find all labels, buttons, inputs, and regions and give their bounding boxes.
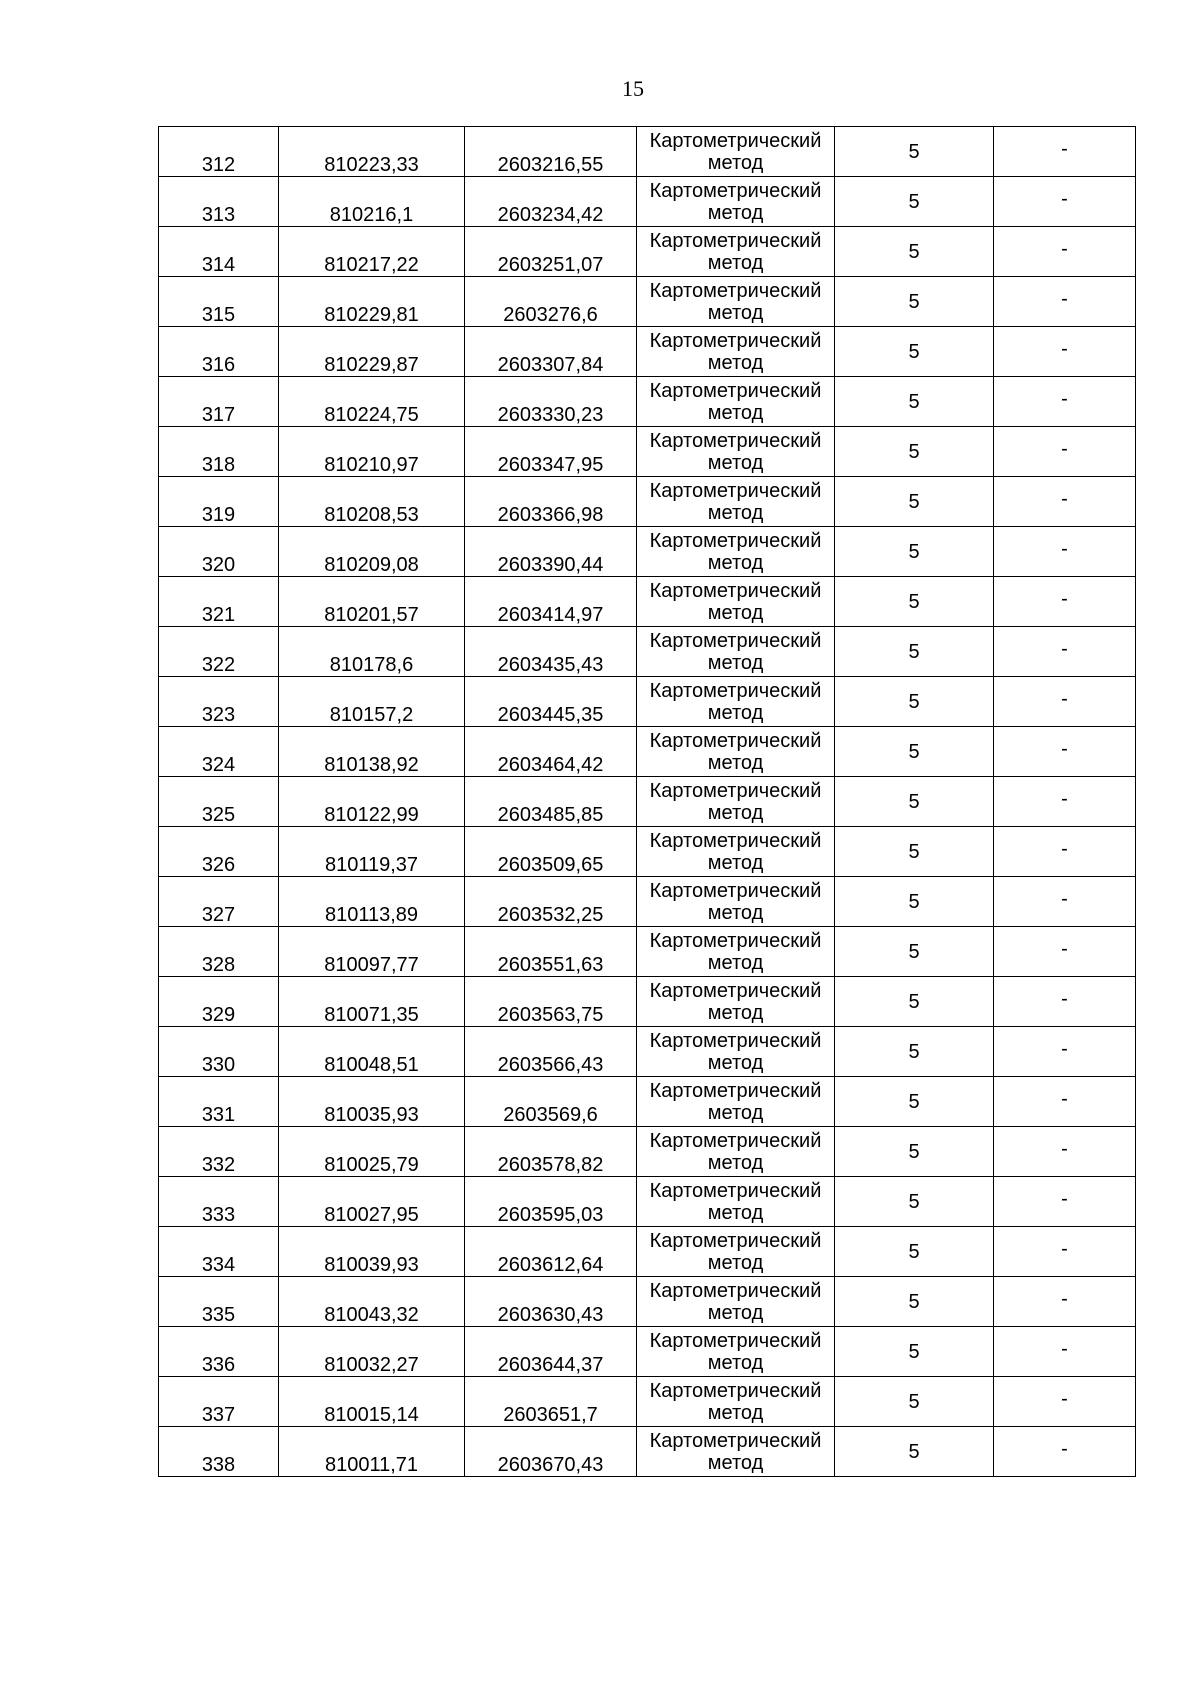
x-coordinate-cell: 810224,75: [279, 377, 465, 427]
method-line-1: Картометрический: [649, 1229, 822, 1252]
method-cell: [637, 277, 835, 327]
description-text: -: [1061, 1387, 1068, 1410]
method-line-2: метод: [707, 601, 764, 624]
method-line-2: метод: [707, 901, 764, 924]
x-coordinate-cell: 810138,92: [279, 727, 465, 777]
description-cell: [994, 1027, 1136, 1077]
point-number-cell: 325: [159, 777, 279, 827]
y-coordinate-cell: 2603532,25: [465, 877, 637, 927]
point-number-cell: 338: [159, 1427, 279, 1477]
description-cell: [994, 727, 1136, 777]
description-text: -: [1061, 1037, 1068, 1060]
accuracy-cell: 5: [835, 927, 994, 977]
y-coordinate-cell: 2603612,64: [465, 1227, 637, 1277]
method-line-1: Картометрический: [649, 1429, 822, 1452]
x-coordinate-cell: 810011,71: [279, 1427, 465, 1477]
method-cell: [637, 777, 835, 827]
description-cell: [994, 977, 1136, 1027]
method-cell: [637, 177, 835, 227]
x-coordinate-cell: 810027,95: [279, 1177, 465, 1227]
method-line-1: Картометрический: [649, 1329, 822, 1352]
table-row: [159, 627, 1136, 677]
accuracy-cell: 5: [835, 1177, 994, 1227]
table-row: [159, 427, 1136, 477]
method-line-1: Картометрический: [649, 229, 822, 252]
point-number-cell: 327: [159, 877, 279, 927]
description-text: -: [1061, 587, 1068, 610]
accuracy-cell: 5: [835, 327, 994, 377]
description-cell: [994, 777, 1136, 827]
table-row: [159, 377, 1136, 427]
method-line-1: Картометрический: [649, 479, 822, 502]
description-cell: [994, 1277, 1136, 1327]
method-line-1: Картометрический: [649, 729, 822, 752]
y-coordinate-cell: 2603630,43: [465, 1277, 637, 1327]
description-cell: [994, 1127, 1136, 1177]
table-row: [159, 127, 1136, 177]
accuracy-cell: 5: [835, 827, 994, 877]
description-cell: [994, 1177, 1136, 1227]
method-line-2: метод: [707, 451, 764, 474]
method-line-1: Картометрический: [649, 829, 822, 852]
accuracy-cell: 5: [835, 1327, 994, 1377]
method-cell: [637, 1177, 835, 1227]
y-coordinate-cell: 2603445,35: [465, 677, 637, 727]
method-cell: [637, 477, 835, 527]
method-cell: [637, 427, 835, 477]
y-coordinate-cell: 2603366,98: [465, 477, 637, 527]
description-cell: [994, 1227, 1136, 1277]
description-cell: [994, 477, 1136, 527]
method-cell: [637, 127, 835, 177]
description-cell: [994, 1427, 1136, 1477]
x-coordinate-cell: 810157,2: [279, 677, 465, 727]
accuracy-cell: 5: [835, 177, 994, 227]
point-number-cell: 324: [159, 727, 279, 777]
y-coordinate-cell: 2603485,85: [465, 777, 637, 827]
accuracy-cell: 5: [835, 1377, 994, 1427]
y-coordinate-cell: 2603435,43: [465, 627, 637, 677]
description-cell: [994, 277, 1136, 327]
y-coordinate-cell: 2603644,37: [465, 1327, 637, 1377]
method-line-2: метод: [707, 651, 764, 674]
method-line-2: метод: [707, 1301, 764, 1324]
description-text: -: [1061, 737, 1068, 760]
description-text: -: [1061, 837, 1068, 860]
description-text: -: [1061, 1187, 1068, 1210]
x-coordinate-cell: 810113,89: [279, 877, 465, 927]
method-cell: [637, 1427, 835, 1477]
table-row: [159, 527, 1136, 577]
accuracy-cell: 5: [835, 1227, 994, 1277]
description-text: -: [1061, 1287, 1068, 1310]
table-row: [159, 1227, 1136, 1277]
accuracy-cell: 5: [835, 877, 994, 927]
y-coordinate-cell: 2603390,44: [465, 527, 637, 577]
table-row: [159, 477, 1136, 527]
description-text: -: [1061, 1337, 1068, 1360]
y-coordinate-cell: 2603670,43: [465, 1427, 637, 1477]
method-line-1: Картометрический: [649, 129, 822, 152]
point-number-cell: 322: [159, 627, 279, 677]
point-number-cell: 328: [159, 927, 279, 977]
y-coordinate-cell: 2603414,97: [465, 577, 637, 627]
accuracy-cell: 5: [835, 1427, 994, 1477]
accuracy-cell: 5: [835, 377, 994, 427]
table-row: [159, 927, 1136, 977]
point-number-cell: 318: [159, 427, 279, 477]
x-coordinate-cell: 810229,87: [279, 327, 465, 377]
y-coordinate-cell: 2603563,75: [465, 977, 637, 1027]
method-line-2: метод: [707, 1451, 764, 1474]
method-line-1: Картометрический: [649, 1079, 822, 1102]
point-number-cell: 337: [159, 1377, 279, 1427]
point-number-cell: 316: [159, 327, 279, 377]
method-line-1: Картометрический: [649, 929, 822, 952]
method-cell: [637, 977, 835, 1027]
method-cell: [637, 1027, 835, 1077]
table-row: [159, 227, 1136, 277]
accuracy-cell: 5: [835, 127, 994, 177]
description-cell: [994, 227, 1136, 277]
description-text: -: [1061, 987, 1068, 1010]
table-row: [159, 1127, 1136, 1177]
description-cell: [994, 827, 1136, 877]
accuracy-cell: 5: [835, 727, 994, 777]
description-text: -: [1061, 637, 1068, 660]
x-coordinate-cell: 810119,37: [279, 827, 465, 877]
y-coordinate-cell: 2603276,6: [465, 277, 637, 327]
x-coordinate-cell: 810039,93: [279, 1227, 465, 1277]
accuracy-cell: 5: [835, 527, 994, 577]
x-coordinate-cell: 810217,22: [279, 227, 465, 277]
method-line-2: метод: [707, 701, 764, 724]
accuracy-cell: 5: [835, 477, 994, 527]
point-number-cell: 335: [159, 1277, 279, 1327]
description-cell: [994, 677, 1136, 727]
table-row: [159, 577, 1136, 627]
x-coordinate-cell: 810208,53: [279, 477, 465, 527]
point-number-cell: 336: [159, 1327, 279, 1377]
x-coordinate-cell: 810229,81: [279, 277, 465, 327]
method-line-1: Картометрический: [649, 879, 822, 902]
accuracy-cell: 5: [835, 227, 994, 277]
method-line-1: Картометрический: [649, 1279, 822, 1302]
x-coordinate-cell: 810209,08: [279, 527, 465, 577]
description-text: -: [1061, 937, 1068, 960]
point-number-cell: 331: [159, 1077, 279, 1127]
y-coordinate-cell: 2603509,65: [465, 827, 637, 877]
method-cell: [637, 227, 835, 277]
description-text: -: [1061, 1437, 1068, 1460]
x-coordinate-cell: 810223,33: [279, 127, 465, 177]
method-cell: [637, 727, 835, 777]
description-cell: [994, 1077, 1136, 1127]
description-cell: [994, 427, 1136, 477]
method-line-2: метод: [707, 1051, 764, 1074]
method-line-2: метод: [707, 1351, 764, 1374]
coordinates-table: [158, 126, 1136, 1477]
accuracy-cell: 5: [835, 1277, 994, 1327]
method-cell: [637, 827, 835, 877]
x-coordinate-cell: 810025,79: [279, 1127, 465, 1177]
method-cell: [637, 1127, 835, 1177]
method-line-1: Картометрический: [649, 1379, 822, 1402]
description-cell: [994, 877, 1136, 927]
accuracy-cell: 5: [835, 277, 994, 327]
x-coordinate-cell: 810048,51: [279, 1027, 465, 1077]
point-number-cell: 321: [159, 577, 279, 627]
y-coordinate-cell: 2603251,07: [465, 227, 637, 277]
method-cell: [637, 327, 835, 377]
method-line-1: Картометрический: [649, 1129, 822, 1152]
method-line-2: метод: [707, 151, 764, 174]
y-coordinate-cell: 2603595,03: [465, 1177, 637, 1227]
x-coordinate-cell: 810122,99: [279, 777, 465, 827]
y-coordinate-cell: 2603330,23: [465, 377, 637, 427]
method-cell: [637, 377, 835, 427]
method-cell: [637, 927, 835, 977]
y-coordinate-cell: 2603216,55: [465, 127, 637, 177]
y-coordinate-cell: 2603307,84: [465, 327, 637, 377]
method-cell: [637, 877, 835, 927]
method-line-1: Картометрический: [649, 979, 822, 1002]
point-number-cell: 313: [159, 177, 279, 227]
description-text: -: [1061, 1087, 1068, 1110]
x-coordinate-cell: 810015,14: [279, 1377, 465, 1427]
description-text: -: [1061, 287, 1068, 310]
table-row: [159, 1377, 1136, 1427]
table-row: [159, 727, 1136, 777]
description-cell: [994, 577, 1136, 627]
description-text: -: [1061, 1137, 1068, 1160]
accuracy-cell: 5: [835, 977, 994, 1027]
table-row: [159, 1277, 1136, 1327]
method-line-2: метод: [707, 201, 764, 224]
method-line-2: метод: [707, 401, 764, 424]
y-coordinate-cell: 2603566,43: [465, 1027, 637, 1077]
accuracy-cell: 5: [835, 677, 994, 727]
method-line-1: Картометрический: [649, 379, 822, 402]
accuracy-cell: 5: [835, 627, 994, 677]
table-row: [159, 677, 1136, 727]
y-coordinate-cell: 2603651,7: [465, 1377, 637, 1427]
table-row: [159, 1427, 1136, 1477]
method-cell: [637, 527, 835, 577]
description-text: -: [1061, 887, 1068, 910]
method-cell: [637, 1077, 835, 1127]
description-text: -: [1061, 137, 1068, 160]
method-line-2: метод: [707, 1101, 764, 1124]
x-coordinate-cell: 810216,1: [279, 177, 465, 227]
method-line-1: Картометрический: [649, 579, 822, 602]
y-coordinate-cell: 2603551,63: [465, 927, 637, 977]
accuracy-cell: 5: [835, 577, 994, 627]
description-text: -: [1061, 437, 1068, 460]
x-coordinate-cell: 810043,32: [279, 1277, 465, 1327]
method-line-1: Картометрический: [649, 679, 822, 702]
y-coordinate-cell: 2603569,6: [465, 1077, 637, 1127]
method-line-1: Картометрический: [649, 779, 822, 802]
point-number-cell: 315: [159, 277, 279, 327]
accuracy-cell: 5: [835, 427, 994, 477]
y-coordinate-cell: 2603234,42: [465, 177, 637, 227]
table-row: [159, 327, 1136, 377]
description-text: -: [1061, 187, 1068, 210]
description-cell: [994, 527, 1136, 577]
description-text: -: [1061, 787, 1068, 810]
table-body: [159, 127, 1136, 1477]
method-line-2: метод: [707, 301, 764, 324]
point-number-cell: 332: [159, 1127, 279, 1177]
method-line-1: Картометрический: [649, 629, 822, 652]
point-number-cell: 314: [159, 227, 279, 277]
y-coordinate-cell: 2603347,95: [465, 427, 637, 477]
method-line-2: метод: [707, 801, 764, 824]
accuracy-cell: 5: [835, 1027, 994, 1077]
x-coordinate-cell: 810032,27: [279, 1327, 465, 1377]
point-number-cell: 329: [159, 977, 279, 1027]
table-row: [159, 877, 1136, 927]
table-row: [159, 277, 1136, 327]
method-line-1: Картометрический: [649, 1179, 822, 1202]
method-line-2: метод: [707, 551, 764, 574]
method-line-2: метод: [707, 1151, 764, 1174]
table-row: [159, 1177, 1136, 1227]
table-row: [159, 1327, 1136, 1377]
description-cell: [994, 327, 1136, 377]
description-text: -: [1061, 687, 1068, 710]
description-cell: [994, 1327, 1136, 1377]
table-row: [159, 177, 1136, 227]
point-number-cell: 334: [159, 1227, 279, 1277]
method-line-1: Картометрический: [649, 429, 822, 452]
description-cell: [994, 1377, 1136, 1427]
method-line-2: метод: [707, 1001, 764, 1024]
description-cell: [994, 627, 1136, 677]
method-line-2: метод: [707, 851, 764, 874]
table-row: [159, 1027, 1136, 1077]
point-number-cell: 330: [159, 1027, 279, 1077]
point-number-cell: 323: [159, 677, 279, 727]
point-number-cell: 312: [159, 127, 279, 177]
x-coordinate-cell: 810178,6: [279, 627, 465, 677]
method-cell: [637, 1227, 835, 1277]
y-coordinate-cell: 2603578,82: [465, 1127, 637, 1177]
x-coordinate-cell: 810097,77: [279, 927, 465, 977]
accuracy-cell: 5: [835, 777, 994, 827]
method-line-1: Картометрический: [649, 179, 822, 202]
method-line-2: метод: [707, 1251, 764, 1274]
x-coordinate-cell: 810071,35: [279, 977, 465, 1027]
x-coordinate-cell: 810210,97: [279, 427, 465, 477]
table-row: [159, 977, 1136, 1027]
description-cell: [994, 927, 1136, 977]
description-text: -: [1061, 237, 1068, 260]
method-cell: [637, 677, 835, 727]
method-line-1: Картометрический: [649, 329, 822, 352]
method-line-2: метод: [707, 351, 764, 374]
method-cell: [637, 627, 835, 677]
y-coordinate-cell: 2603464,42: [465, 727, 637, 777]
method-line-1: Картометрический: [649, 529, 822, 552]
method-cell: [637, 577, 835, 627]
method-line-2: метод: [707, 251, 764, 274]
table-row: [159, 827, 1136, 877]
x-coordinate-cell: 810201,57: [279, 577, 465, 627]
description-text: -: [1061, 337, 1068, 360]
method-line-1: Картометрический: [649, 279, 822, 302]
description-text: -: [1061, 387, 1068, 410]
point-number-cell: 326: [159, 827, 279, 877]
method-cell: [637, 1327, 835, 1377]
accuracy-cell: 5: [835, 1127, 994, 1177]
description-cell: [994, 177, 1136, 227]
page-number: 15: [622, 76, 644, 101]
point-number-cell: 319: [159, 477, 279, 527]
accuracy-cell: 5: [835, 1077, 994, 1127]
method-line-2: метод: [707, 951, 764, 974]
method-cell: [637, 1377, 835, 1427]
description-cell: [994, 127, 1136, 177]
point-number-cell: 320: [159, 527, 279, 577]
method-cell: [637, 1277, 835, 1327]
method-line-1: Картометрический: [649, 1029, 822, 1052]
description-text: -: [1061, 1237, 1068, 1260]
description-text: -: [1061, 537, 1068, 560]
x-coordinate-cell: 810035,93: [279, 1077, 465, 1127]
point-number-cell: 333: [159, 1177, 279, 1227]
description-cell: [994, 377, 1136, 427]
table-row: [159, 777, 1136, 827]
method-line-2: метод: [707, 501, 764, 524]
description-text: -: [1061, 487, 1068, 510]
method-line-2: метод: [707, 1401, 764, 1424]
table-row: [159, 1077, 1136, 1127]
method-line-2: метод: [707, 1201, 764, 1224]
point-number-cell: 317: [159, 377, 279, 427]
method-line-2: метод: [707, 751, 764, 774]
